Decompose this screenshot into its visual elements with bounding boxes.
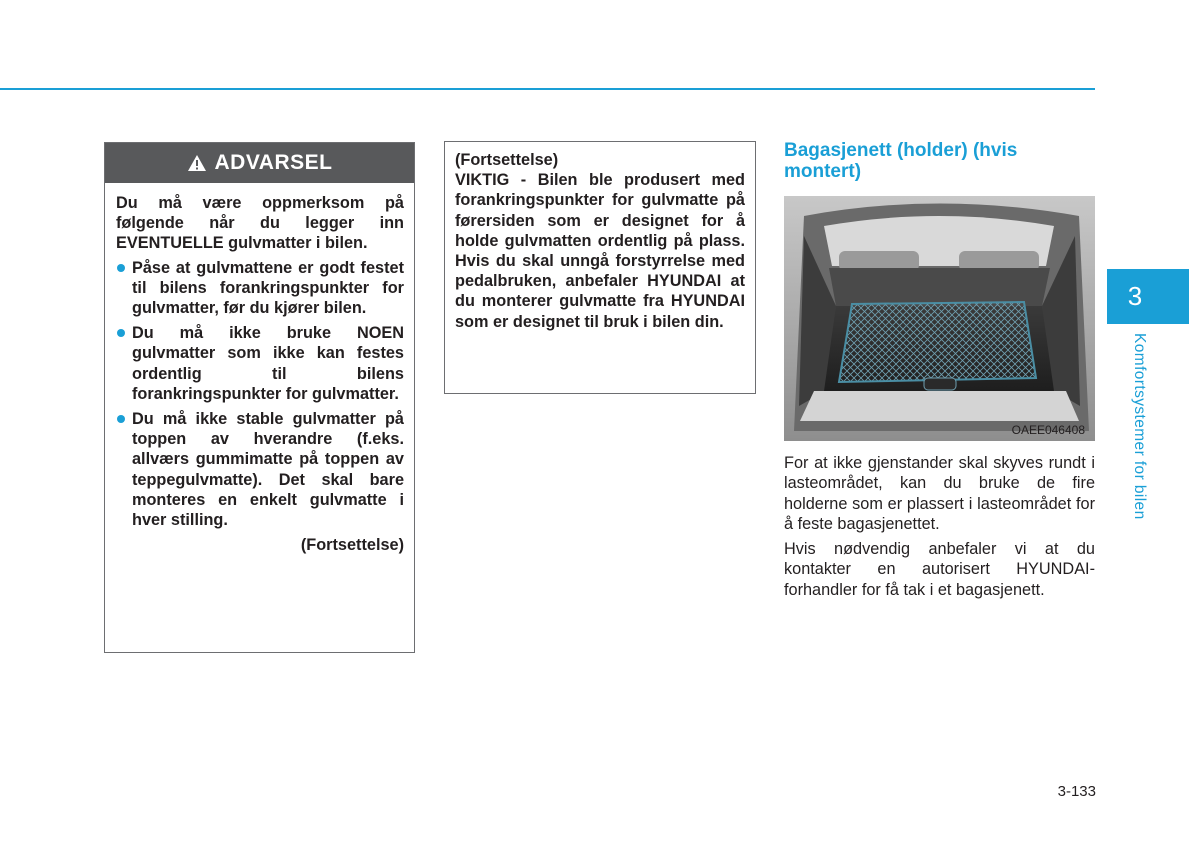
bullet-icon <box>117 264 125 272</box>
warning-bullet-item: Du må ikke stable gulvmatter på toppen av hverandre (f.eks. allværs gummimatte på toppen av teppegulvmatte). Det skal bare monteres en enkelt gulvmatte i hver stilling. <box>116 409 404 530</box>
bullet-icon <box>117 415 125 423</box>
page-number: 3-133 <box>1057 783 1096 800</box>
warning-title: ADVARSEL <box>214 151 333 174</box>
warning-bullet-item: Påse at gulvmattene er godt festet til bilens forankringspunkter for gulvmatter, før du kjører bilen. <box>116 258 404 319</box>
warning-bullet-item: Du må ikke bruke NOEN gulvmatter som ikke kan festes ordentlig til bilens forankringspunkter for gulvmatter. <box>116 323 404 404</box>
warning-intro: Du må være oppmerksom på følgende når du legger inn EVENTUELLE gulvmatter i bilen. <box>116 194 404 253</box>
continued-text: VIKTIG - Bilen ble produsert med forankringspunkter for gulvmatte på førersiden som er designet for å holde gulvmatten ordentlig på plass. Hvis du skal unngå forstyrrelse med pedalbruken, anbefaler HYUNDAI at du monterer gulvmatte fra HYUNDAI som er designet til bruk i bilen din. <box>455 171 745 331</box>
warning-header <box>105 143 414 183</box>
continued-box <box>444 141 756 394</box>
warning-list <box>116 258 404 531</box>
warning-box <box>104 142 415 653</box>
chapter-tab <box>1107 269 1189 324</box>
chapter-label: Komfortsystemer for bilen <box>1131 333 1148 520</box>
warning-continued: (Fortsettelse) <box>300 536 404 555</box>
paragraph: For at ikke gjenstander skal skyves rundt i lasteområdet, kan du bruke de fire holderne som er plassert i lasteområdet for å feste bagasjenettet. <box>784 454 1095 533</box>
section-body <box>784 453 1095 605</box>
chapter-number: 3 <box>1127 281 1143 311</box>
section-title: Bagasjenett (holder) (hvis montert) <box>784 140 1018 182</box>
continued-heading: (Fortsettelse) <box>455 151 559 169</box>
cargo-net-photo <box>784 196 1095 441</box>
warning-triangle-icon <box>187 154 207 172</box>
bullet-icon <box>117 329 125 337</box>
cargo-area-illustration <box>784 196 1095 441</box>
image-code: OAEE046408 <box>1011 423 1085 437</box>
paragraph: Hvis nødvendig anbefaler vi at du kontakter en autorisert HYUNDAI-forhandler for få tak i et bagasjenett. <box>784 540 1095 599</box>
header-rule <box>0 88 1095 90</box>
